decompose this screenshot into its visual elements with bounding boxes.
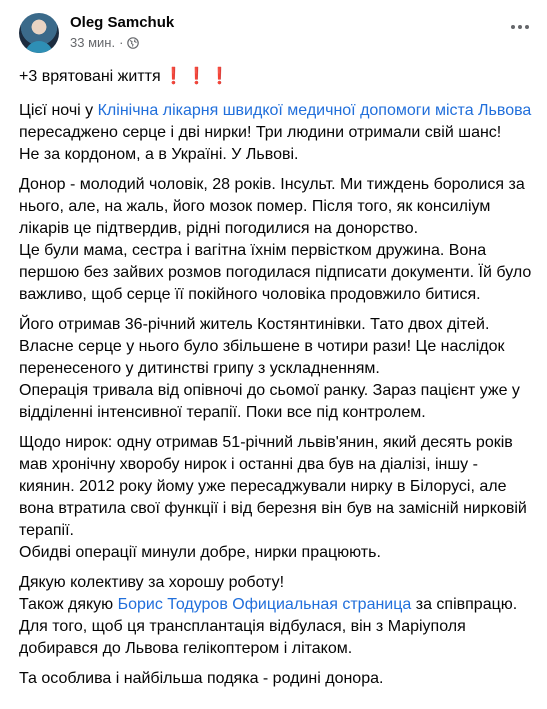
lead-text: +3 врятовані життя [19,68,161,85]
paragraph-2b: Це були мама, сестра і вагітна їхнім первістком дружина. Вона першою без зайвих розмов погодилася підписати документи. Їй було важливо, щоб серце її покійного чоловіка продовжило битися. [19,242,532,303]
globe-icon[interactable] [127,37,139,49]
paragraph-5c: Для того, щоб ця трансплантація відбулася, він з Маріуполя добирався до Львова гелікоптером і літаком. [19,618,466,657]
hospital-page-link[interactable]: Клінічна лікарня швидкої медичної допомоги міста Львова [97,102,532,119]
p1-text-end: пересаджено серце і дві нирки! Три людини отримали свій шанс! [19,124,502,141]
author-name[interactable]: Oleg Samchuk [70,14,175,31]
post-lead [19,66,534,88]
exclamation-icons: ❗❗❗ [163,68,233,85]
meta-separator: · [119,35,124,50]
p5b-text-start: Також дякую [19,596,118,613]
paragraph-2a: Донор - молодий чоловік, 28 років. Інсульт. Ми тиждень боролися за нього, але, на жаль, його мозок помер. Після того, як консиліум лікарів це підтвердив, рідні погодилися на донорство. [19,176,525,237]
todurov-page-link[interactable]: Борис Тодуров Официальная страница [117,596,412,613]
paragraph-5b [19,594,534,616]
post-meta [70,35,139,50]
paragraph-3a: Його отримав 36-річний житель Костянтинівки. Тато двох дітей. Власне серце у нього було збільшене в чотири рази! Це наслідок перенесеного у дитинстві грипу з ускладненням. [19,316,505,377]
more-options-icon[interactable] [507,16,533,38]
paragraph-6: Та особлива і найбільша подяка - родині донора. [19,670,384,687]
post-body [19,66,534,690]
paragraph-1 [19,100,534,144]
author-avatar[interactable] [19,13,59,53]
post-time[interactable]: 33 мин. [70,35,116,50]
paragraph-5a: Дякую колективу за хорошу роботу! [19,574,285,591]
paragraph-4b: Обидві операції минули добре, нирки працюють. [19,544,381,561]
paragraph-4a: Щодо нирок: одну отримав 51-річний львів'янин, який десять років мав хронічну хворобу нирок і останні два був на діалізі, іншу - киянин. 2012 року йому уже пересаджували нирку в Білорусі, але вона втратила свої функції і від березня він був на замісній нирковій терапії. [19,434,527,539]
post-header [0,0,547,66]
p1-text-start: Цієї ночі у [19,102,98,119]
p5b-text-end: за співпрацю. [411,596,518,613]
paragraph-1b: Не за кордоном, а в Україні. У Львові. [19,146,299,163]
paragraph-3b: Операція тривала від опівночі до сьомої ранку. Зараз пацієнт уже у відділенні інтенсивної терапії. Поки все під контролем. [19,382,520,421]
